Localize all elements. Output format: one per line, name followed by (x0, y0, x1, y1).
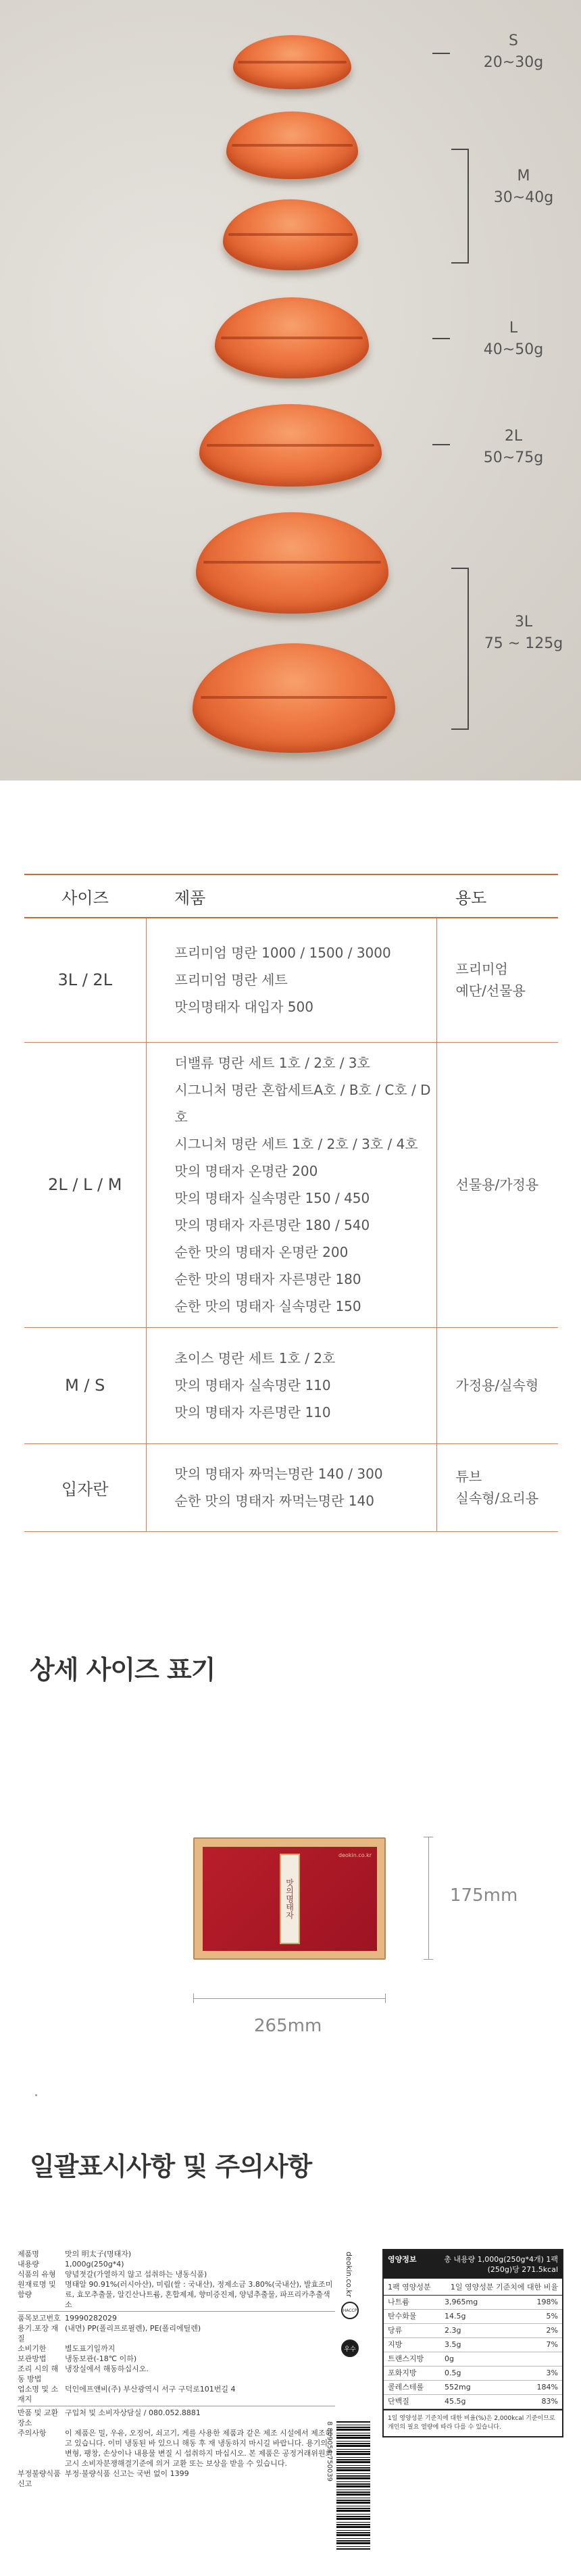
label-row: 품목보고번호 19990282029 (18, 2314, 117, 2323)
size-tick-2l (432, 444, 450, 445)
size-table (24, 874, 558, 1532)
row-size: 입자란 (24, 1443, 146, 1531)
row-products (146, 1443, 436, 1531)
label-row: 반품 및 교환 장소 구입처 및 소비자상담실 / 080.052.8881 (18, 2408, 201, 2427)
roe-l (215, 297, 369, 378)
nutrition-row: 트랜스지방 0g (384, 2352, 562, 2367)
label-row: 소비기한 별도표기일까지 (18, 2344, 116, 2353)
nutrition-row: 포화지방 0.5g 3% (384, 2367, 562, 2381)
row-usage (436, 918, 558, 1042)
size-table-header (24, 874, 558, 918)
row-size: 3L / 2L (24, 918, 146, 1042)
product-item: 맛의 명태자 실속명란 110 (174, 1377, 331, 1393)
usage-item: 실속형/요리용 (455, 1490, 539, 1506)
size-tick-m-bottom (451, 262, 469, 264)
product-item: 시그니처 명란 세트 1호 / 2호 / 3호 / 4호 (174, 1136, 418, 1152)
label-section-title: 일괄표시사항 및 주의사항 (30, 2152, 312, 2181)
certification-marks (336, 2298, 363, 2377)
product-item: 프리미엄 명란 세트 (174, 972, 288, 989)
barcode (336, 2421, 370, 2550)
size-label-3l: 3L 75 ~ 125g (484, 614, 563, 652)
nutrition-footnote: 1일 영양성분 기준치에 대한 비율(%)은 2,000kcal 기준이므로 개인의 필요 열량에 따라 다를 수 있습니다. (384, 2409, 562, 2436)
roe-m-2 (223, 199, 358, 270)
label-row: 주의사항 이 제품은 밀, 우유, 오징어, 쇠고기, 게를 사용한 제품과 같은 제조 시설에서 제조하고 있습니다. 이미 냉동된 바 있으니 해동 후 재 냉동하지 마시길 바랍니다. 용기의 변형, 팽창, 손상이나 내용물 변질 시 섭취하지 마십시오. 본 제품은 공정거래위원회 고시 소비자분쟁해결기준에 의거 교환 또는 보상을 받을 수 있습니다. (18, 2429, 333, 2468)
product-item: 순한 맛의 명태자 실속명란 150 (174, 1298, 361, 1314)
nutrition-header: 영양정보 총 내용량 1,000g(250g*4개) 1팩(250g)당 271.5kcal (384, 2250, 562, 2279)
product-item: 맛의 명태자 자른명란 110 (174, 1404, 331, 1420)
header-product: 제품 (146, 874, 436, 918)
product-item: 시그니처 명란 혼합세트A호 / B호 / C호 / D호 (174, 1082, 431, 1125)
size-bracket-3l (468, 568, 469, 730)
product-item: 맛의명태자 대입자 500 (174, 999, 313, 1016)
nutrition-row: 당류 2.3g 2% (384, 2324, 562, 2338)
table-row (24, 1042, 558, 1327)
size-label-2l: 2L 50~75g (483, 428, 544, 466)
gift-box-lid (203, 1847, 377, 1951)
roe-m-1 (226, 112, 358, 179)
row-usage (436, 1443, 558, 1531)
size-tick-3l-top (451, 568, 469, 569)
nutrition-row: 지방 3.5g 7% (384, 2338, 562, 2352)
row-size: 2L / L / M (24, 1042, 146, 1327)
row-products (146, 1042, 436, 1327)
label-details (18, 2249, 335, 2489)
product-item: 더밸류 명란 세트 1호 / 2호 / 3호 (174, 1055, 370, 1071)
label-row: 용기.포장 재질 (내면) PP(폴리프로필렌), PE(폴리에틸렌) (18, 2324, 201, 2343)
product-item: 맛의 명태자 자른명란 180 / 540 (174, 1217, 370, 1233)
detail-size-title: 상세 사이즈 표기 (30, 1655, 216, 1685)
size-tick-m-top (451, 149, 469, 150)
gift-box-label (280, 1854, 300, 1944)
height-dimension-label: 175mm (450, 1885, 518, 1906)
usage-item: 튜브 (455, 1468, 482, 1485)
product-item: 맛의 명태자 실속명란 150 / 450 (174, 1190, 370, 1206)
usage-item: 선물용/가정용 (455, 1176, 539, 1193)
divider-dot (35, 2094, 37, 2096)
label-row: 식품의 유형 양념젓갈(가열하지 않고 섭취하는 냉동식품) (18, 2270, 207, 2279)
row-products (146, 1327, 436, 1443)
nutrition-subheader: 1팩 영양성분 1일 영양성분 기준치에 대한 비율 (384, 2279, 562, 2296)
gift-box-label-text: 맛의명태자 (284, 1879, 295, 1919)
product-item: 맛의 명태자 짜먹는명란 140 / 300 (174, 1466, 383, 1482)
label-separator (18, 2311, 335, 2312)
nutrition-row: 단백질 45.5g 83% (384, 2395, 562, 2409)
product-item: 초이스 명란 세트 1호 / 2호 (174, 1350, 336, 1366)
label-row: 원재료명 및 함량 명태알 90.91%(러시아산), 미림(쌀 : 국내산), 정제소금 3.80%(국내산), 발효조미료, 효모추출물, 알긴산나트륨, 혼합제제, 향미증진제, 양념추출물, 파프리카추출색소 (18, 2280, 333, 2309)
barcode-number: 8 809054 750039 (326, 2421, 333, 2482)
usage-item: 가정용/실속형 (455, 1377, 539, 1393)
height-dimension-line (424, 1837, 433, 1960)
label-row: 부정불량식품 신고 부정·불량식품 신고는 국번 없이 1399 (18, 2469, 189, 2488)
roe-2l (199, 404, 382, 487)
nutrition-facts (382, 2249, 563, 2437)
label-row: 조리 시의 해동 방법 냉장실에서 해동하십시오. (18, 2364, 149, 2383)
product-item: 순한 맛의 명태자 짜먹는명란 140 (174, 1493, 374, 1509)
header-usage: 용도 (436, 874, 558, 918)
product-item: 맛의 명태자 온명란 200 (174, 1163, 318, 1179)
nutrition-row: 탄수화물 14.5g 5% (384, 2310, 562, 2324)
row-usage (436, 1327, 558, 1443)
label-row: 내용량 1,000g(250g*4) (18, 2260, 124, 2269)
table-row (24, 1443, 558, 1531)
size-label-s: S 20~30g (483, 32, 544, 71)
row-usage (436, 1042, 558, 1327)
table-row (24, 918, 558, 1042)
label-vertical-brand: deokin.co.kr (345, 2252, 353, 2298)
nutrition-row: 나트륨 3,965mg 198% (384, 2296, 562, 2310)
size-table-wrapper (24, 874, 558, 1532)
roe-s (233, 35, 351, 89)
product-item: 프리미엄 명란 1000 / 1500 / 3000 (174, 945, 391, 962)
size-bracket-m (468, 149, 469, 264)
header-size: 사이즈 (24, 874, 146, 918)
label-row: 보관방법 냉동보관(-18℃ 이하) (18, 2354, 137, 2363)
product-item: 순한 맛의 명태자 온명란 200 (174, 1244, 349, 1260)
product-item: 순한 맛의 명태자 자른명란 180 (174, 1271, 361, 1287)
haccp-mark-icon: HACCP (341, 2302, 359, 2319)
table-row (24, 1327, 558, 1443)
row-products (146, 918, 436, 1042)
row-size: M / S (24, 1327, 146, 1443)
usage-item: 예단/선물용 (455, 983, 526, 999)
width-dimension-line (193, 1993, 386, 2003)
width-dimension-label: 265mm (254, 2016, 322, 2036)
size-comparison-photo (0, 0, 581, 781)
size-label-m: M 30~40g (493, 168, 554, 206)
usage-item: 프리미엄 (455, 961, 508, 978)
label-row: 제품명 맛의 明太子(명태자) (18, 2250, 132, 2258)
roe-3l-1 (196, 512, 388, 614)
gift-box-brand: deokin.co.kr (338, 1852, 372, 1858)
size-label-l: L 40~50g (483, 320, 544, 358)
size-tick-s (432, 53, 450, 54)
size-tick-3l-bottom (451, 728, 469, 730)
product-label (18, 2249, 563, 2553)
gift-box-diagram (193, 1837, 386, 1960)
roe-3l-2 (193, 643, 395, 753)
label-row: 업소명 및 소재지 덕인에프앤비(주) 부산광역시 서구 구덕로101번길 4 (18, 2385, 236, 2404)
size-tick-l (432, 338, 450, 339)
nutrition-row: 콜레스테롤 552mg 184% (384, 2381, 562, 2395)
quality-mark-icon: 우수 (341, 2339, 359, 2357)
